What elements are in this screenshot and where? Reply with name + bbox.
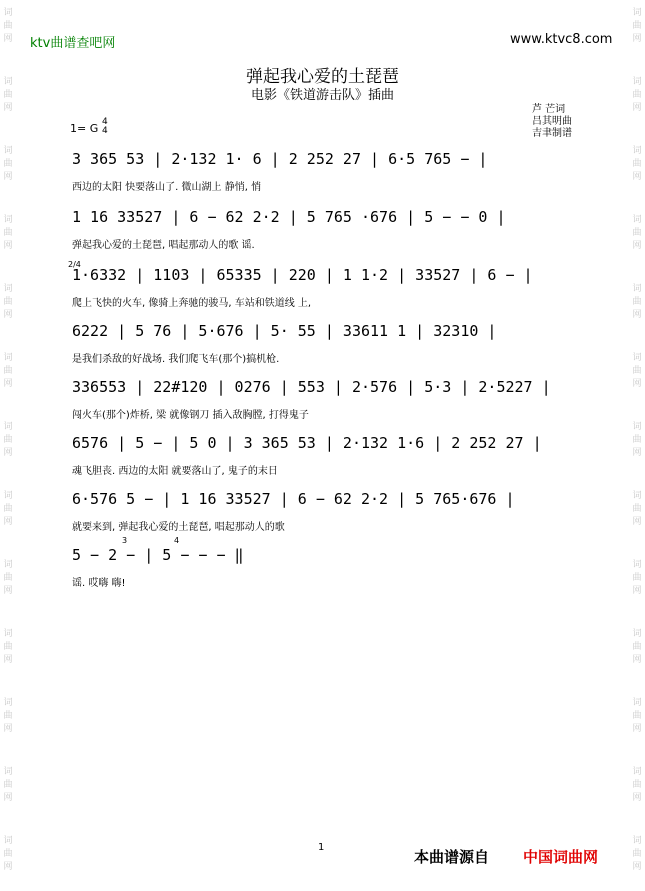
watermark-char: 曲 [632,228,642,238]
watermark-char: 网 [632,793,642,803]
site-name-left: ktv曲谱查吧网 [30,36,116,51]
watermark-char: 网 [3,34,13,44]
watermark-char: 曲 [632,366,642,376]
watermark-char: 曲 [3,159,13,169]
watermark-char: 网 [632,517,642,527]
watermark-char: 曲 [3,366,13,376]
composer-credit: 吕其明曲 [532,116,572,127]
watermark-char: 网 [632,586,642,596]
watermark-char: 网 [632,241,642,251]
watermark-char: 曲 [632,504,642,514]
score-row-lyrics: 魂飞胆丧. 西边的太阳 就要落山了, 鬼子的末日 [72,466,278,477]
footer-source-site: 中国词曲网 [523,848,599,866]
watermark-char: 曲 [3,504,13,514]
watermark-char: 词 [632,560,642,570]
watermark-char: 词 [632,77,642,87]
score-row-notes: 3 365 53 | 2·132 1· 6 | 2 252 27 | 6·5 765 − | [72,150,488,168]
watermark-char: 网 [3,172,13,182]
watermark-char: 词 [3,491,13,501]
watermark-char: 曲 [3,849,13,859]
watermark-char: 曲 [632,849,642,859]
watermark-char: 曲 [632,780,642,790]
watermark-char: 网 [3,379,13,389]
watermark-char: 词 [3,629,13,639]
site-url-right: www.ktvc8.com [510,32,613,47]
watermark-char: 词 [632,215,642,225]
score-row-lyrics: 爬上飞快的火车, 像骑上奔驰的骏马, 车站和铁道线 上, [72,298,312,309]
watermark-char: 曲 [3,21,13,31]
watermark-char: 网 [632,379,642,389]
score-row-notes: 6·576 5 − | 1 16 33527 | 6 − 62 2·2 | 5 765·676 | [72,490,515,508]
time-change-marker: 4 [174,536,180,545]
right-watermark-strip [629,0,645,891]
watermark-char: 词 [632,353,642,363]
page-number: 1 [318,842,325,853]
score-row-notes: 1·6332 | 1103 | 65335 | 220 | 1 1·2 | 33527 | 6 − | [72,266,533,284]
watermark-char: 词 [632,491,642,501]
watermark-char: 曲 [632,642,642,652]
watermark-char: 词 [3,8,13,18]
watermark-char: 词 [3,767,13,777]
watermark-char: 词 [3,422,13,432]
watermark-char: 词 [632,836,642,846]
watermark-char: 曲 [3,711,13,721]
watermark-char: 曲 [632,159,642,169]
watermark-char: 网 [3,517,13,527]
watermark-char: 词 [3,284,13,294]
watermark-char: 词 [632,767,642,777]
score-row-lyrics: 西边的太阳 快要落山了. 微山湖上 静悄, 悄 [72,182,262,193]
watermark-char: 曲 [632,573,642,583]
watermark-char: 网 [3,724,13,734]
watermark-char: 网 [3,655,13,665]
watermark-char: 网 [632,862,642,872]
watermark-char: 词 [632,629,642,639]
time-change-marker: 3 [122,536,128,545]
score-row-lyrics: 闯火车(那个)炸桥, 梁 就像钢刀 插入敌胸膛, 打得鬼子 [72,410,309,421]
lyricist-credit: 芦 芒词 [532,104,566,115]
watermark-char: 网 [632,34,642,44]
watermark-char: 词 [3,146,13,156]
watermark-char: 网 [632,448,642,458]
watermark-char: 曲 [632,435,642,445]
watermark-char: 曲 [3,435,13,445]
watermark-char: 词 [632,284,642,294]
watermark-char: 网 [3,793,13,803]
watermark-char: 曲 [3,780,13,790]
watermark-char: 曲 [3,228,13,238]
time-signature-bottom: 4 [102,126,108,136]
watermark-char: 曲 [3,573,13,583]
watermark-char: 网 [3,862,13,872]
left-watermark-strip [0,0,16,891]
watermark-char: 网 [3,310,13,320]
score-row-lyrics: 就要来到, 弹起我心爱的土琵琶, 唱起那动人的歌 [72,522,285,533]
watermark-char: 曲 [3,90,13,100]
watermark-char: 词 [3,215,13,225]
score-row-notes: 336553 | 22#120 | 0276 | 553 | 2·576 | 5·3 | 2·5227 | [72,378,551,396]
watermark-char: 词 [3,698,13,708]
watermark-char: 词 [632,8,642,18]
watermark-char: 词 [632,422,642,432]
watermark-char: 网 [632,103,642,113]
watermark-char: 网 [632,724,642,734]
time-change-marker: 2/4 [68,260,81,269]
score-row-notes: 5 − 2 − | 5 − − − ‖ [72,546,244,564]
watermark-char: 曲 [632,21,642,31]
page-subtitle: 电影《铁道游击队》插曲 [250,88,394,103]
watermark-char: 词 [3,560,13,570]
watermark-char: 网 [3,586,13,596]
watermark-char: 网 [3,103,13,113]
watermark-char: 词 [632,146,642,156]
watermark-char: 曲 [3,642,13,652]
footer-source-label: 本曲谱源自 [414,848,490,866]
score-row-notes: 6222 | 5 76 | 5·676 | 5· 55 | 33611 1 | 32310 | [72,322,497,340]
watermark-char: 曲 [632,90,642,100]
score-row-lyrics: 是我们杀敌的好战场. 我们爬飞车(那个)搞机枪. [72,354,280,365]
watermark-char: 网 [632,655,642,665]
engraver-credit: 吉聿制谱 [532,128,572,139]
page-title: 弹起我心爱的土琵琶 [246,67,399,87]
key-signature: 1= G [70,122,99,135]
score-row-lyrics: 谣. 哎嗨 嗨! [72,578,126,589]
watermark-char: 网 [3,241,13,251]
watermark-char: 词 [3,353,13,363]
time-signature-top: 4 [102,117,108,127]
watermark-char: 词 [3,77,13,87]
time-signature [102,118,108,136]
watermark-char: 网 [3,448,13,458]
watermark-char: 词 [3,836,13,846]
watermark-char: 曲 [632,711,642,721]
score-row-lyrics: 弹起我心爱的土琵琶, 唱起那动人的歌 谣. [72,240,255,251]
watermark-char: 网 [632,172,642,182]
watermark-char: 词 [632,698,642,708]
watermark-char: 曲 [632,297,642,307]
watermark-char: 曲 [3,297,13,307]
watermark-char: 网 [632,310,642,320]
score-row-notes: 1 16 33527 | 6 − 62 2·2 | 5 765 ·676 | 5 − − 0 | [72,208,506,226]
score-row-notes: 6576 | 5 − | 5 0 | 3 365 53 | 2·132 1·6 | 2 252 27 | [72,434,542,452]
